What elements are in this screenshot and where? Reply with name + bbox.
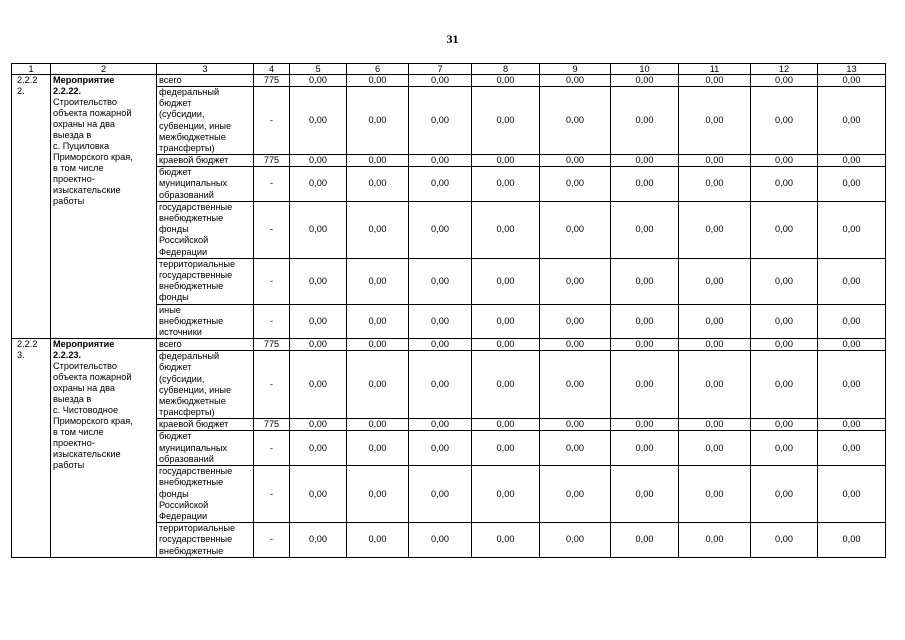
amount-cell: 0,00 <box>818 155 886 167</box>
amount-cell: 0,00 <box>679 75 751 87</box>
amount-cell: 0,00 <box>679 167 751 202</box>
amount-cell: 0,00 <box>409 87 472 155</box>
amount-cell: 0,00 <box>409 523 472 558</box>
budget-code: - <box>254 523 290 558</box>
column-header: 7 <box>409 64 472 75</box>
measure-number: 2.2.2 3. <box>12 339 51 557</box>
amount-cell: 0,00 <box>409 419 472 431</box>
amount-cell: 0,00 <box>679 155 751 167</box>
amount-cell: 0,00 <box>611 419 679 431</box>
amount-cell: 0,00 <box>751 339 818 351</box>
column-header: 4 <box>254 64 290 75</box>
amount-cell: 0,00 <box>472 523 540 558</box>
amount-cell: 0,00 <box>751 419 818 431</box>
amount-cell: 0,00 <box>611 75 679 87</box>
amount-cell: 0,00 <box>818 75 886 87</box>
amount-cell: 0,00 <box>472 258 540 304</box>
amount-cell: 0,00 <box>347 339 409 351</box>
amount-cell: 0,00 <box>611 87 679 155</box>
amount-cell: 0,00 <box>818 167 886 202</box>
amount-cell: 0,00 <box>611 155 679 167</box>
measure-title <box>51 339 157 557</box>
amount-cell: 0,00 <box>540 523 611 558</box>
amount-cell: 0,00 <box>818 258 886 304</box>
amount-cell: 0,00 <box>818 419 886 431</box>
amount-cell: 0,00 <box>290 201 347 258</box>
amount-cell: 0,00 <box>290 466 347 523</box>
amount-cell: 0,00 <box>290 431 347 466</box>
column-header: 11 <box>679 64 751 75</box>
amount-cell: 0,00 <box>818 304 886 339</box>
amount-cell: 0,00 <box>679 351 751 419</box>
amount-cell: 0,00 <box>409 201 472 258</box>
budget-code: - <box>254 87 290 155</box>
amount-cell: 0,00 <box>472 339 540 351</box>
amount-cell: 0,00 <box>290 155 347 167</box>
budget-code: - <box>254 431 290 466</box>
funding-source: государственные внебюджетные фонды Российской Федерации <box>157 201 254 258</box>
amount-cell: 0,00 <box>540 304 611 339</box>
amount-cell: 0,00 <box>818 339 886 351</box>
amount-cell: 0,00 <box>751 466 818 523</box>
amount-cell: 0,00 <box>409 466 472 523</box>
measure-title <box>51 75 157 339</box>
amount-cell: 0,00 <box>409 351 472 419</box>
amount-cell: 0,00 <box>540 466 611 523</box>
amount-cell: 0,00 <box>409 75 472 87</box>
amount-cell: 0,00 <box>611 201 679 258</box>
column-header: 13 <box>818 64 886 75</box>
amount-cell: 0,00 <box>347 155 409 167</box>
amount-cell: 0,00 <box>290 167 347 202</box>
funding-source: всего <box>157 75 254 87</box>
funding-source: федеральный бюджет (субсидии, субвенции, иные межбюджетные трансферты) <box>157 87 254 155</box>
amount-cell: 0,00 <box>818 466 886 523</box>
amount-cell: 0,00 <box>290 75 347 87</box>
funding-source: иные внебюджетные источники <box>157 304 254 339</box>
budget-code: - <box>254 351 290 419</box>
amount-cell: 0,00 <box>472 304 540 339</box>
amount-cell: 0,00 <box>540 339 611 351</box>
amount-cell: 0,00 <box>818 351 886 419</box>
budget-code: - <box>254 304 290 339</box>
budget-table <box>11 63 886 558</box>
amount-cell: 0,00 <box>818 87 886 155</box>
funding-source: бюджет муниципальных образований <box>157 431 254 466</box>
amount-cell: 0,00 <box>540 167 611 202</box>
amount-cell: 0,00 <box>290 258 347 304</box>
amount-cell: 0,00 <box>751 431 818 466</box>
amount-cell: 0,00 <box>290 339 347 351</box>
amount-cell: 0,00 <box>540 431 611 466</box>
amount-cell: 0,00 <box>751 167 818 202</box>
amount-cell: 0,00 <box>611 466 679 523</box>
amount-cell: 0,00 <box>347 523 409 558</box>
funding-source: территориальные государственные внебюджетные <box>157 523 254 558</box>
amount-cell: 0,00 <box>679 523 751 558</box>
amount-cell: 0,00 <box>290 87 347 155</box>
amount-cell: 0,00 <box>751 155 818 167</box>
amount-cell: 0,00 <box>409 339 472 351</box>
column-header: 12 <box>751 64 818 75</box>
amount-cell: 0,00 <box>611 339 679 351</box>
amount-cell: 0,00 <box>611 304 679 339</box>
column-header: 6 <box>347 64 409 75</box>
amount-cell: 0,00 <box>611 258 679 304</box>
column-header: 5 <box>290 64 347 75</box>
amount-cell: 0,00 <box>679 87 751 155</box>
amount-cell: 0,00 <box>540 258 611 304</box>
amount-cell: 0,00 <box>347 431 409 466</box>
header-row <box>12 64 886 75</box>
measure-description: Строительство объекта пожарной охраны на два выезда в с. Пуциловка Приморского края, в том числе проектно- изыскательские работы <box>53 97 133 206</box>
amount-cell: 0,00 <box>540 87 611 155</box>
column-header: 1 <box>12 64 51 75</box>
amount-cell: 0,00 <box>540 201 611 258</box>
column-header: 9 <box>540 64 611 75</box>
amount-cell: 0,00 <box>409 167 472 202</box>
amount-cell: 0,00 <box>409 155 472 167</box>
funding-source: бюджет муниципальных образований <box>157 167 254 202</box>
amount-cell: 0,00 <box>679 304 751 339</box>
amount-cell: 0,00 <box>290 523 347 558</box>
amount-cell: 0,00 <box>472 155 540 167</box>
amount-cell: 0,00 <box>679 419 751 431</box>
amount-cell: 0,00 <box>409 258 472 304</box>
amount-cell: 0,00 <box>290 351 347 419</box>
amount-cell: 0,00 <box>347 167 409 202</box>
amount-cell: 0,00 <box>540 419 611 431</box>
budget-code: - <box>254 466 290 523</box>
amount-cell: 0,00 <box>611 351 679 419</box>
amount-cell: 0,00 <box>751 201 818 258</box>
amount-cell: 0,00 <box>679 201 751 258</box>
budget-code: 775 <box>254 419 290 431</box>
funding-source: всего <box>157 339 254 351</box>
amount-cell: 0,00 <box>347 75 409 87</box>
column-header: 10 <box>611 64 679 75</box>
amount-cell: 0,00 <box>472 167 540 202</box>
amount-cell: 0,00 <box>347 419 409 431</box>
funding-source: краевой бюджет <box>157 155 254 167</box>
column-header: 2 <box>51 64 157 75</box>
measure-heading: Мероприятие 2.2.23. <box>53 339 115 361</box>
amount-cell: 0,00 <box>818 523 886 558</box>
amount-cell: 0,00 <box>540 351 611 419</box>
amount-cell: 0,00 <box>347 258 409 304</box>
amount-cell: 0,00 <box>751 351 818 419</box>
amount-cell: 0,00 <box>409 431 472 466</box>
amount-cell: 0,00 <box>472 351 540 419</box>
amount-cell: 0,00 <box>751 258 818 304</box>
amount-cell: 0,00 <box>611 523 679 558</box>
amount-cell: 0,00 <box>409 304 472 339</box>
measure-number: 2.2.2 2. <box>12 75 51 339</box>
amount-cell: 0,00 <box>751 75 818 87</box>
funding-source: территориальные государственные внебюджетные фонды <box>157 258 254 304</box>
amount-cell: 0,00 <box>540 155 611 167</box>
amount-cell: 0,00 <box>611 431 679 466</box>
amount-cell: 0,00 <box>751 304 818 339</box>
amount-cell: 0,00 <box>818 201 886 258</box>
measure-description: Строительство объекта пожарной охраны на два выезда в с. Чистоводное Приморского края, в том числе проектно- изыскательские работы <box>53 361 133 471</box>
column-header: 8 <box>472 64 540 75</box>
funding-source: краевой бюджет <box>157 419 254 431</box>
amount-cell: 0,00 <box>472 466 540 523</box>
amount-cell: 0,00 <box>611 167 679 202</box>
amount-cell: 0,00 <box>472 201 540 258</box>
amount-cell: 0,00 <box>540 75 611 87</box>
funding-source: федеральный бюджет (субсидии, субвенции, иные межбюджетные трансферты) <box>157 351 254 419</box>
table-row <box>12 75 886 87</box>
amount-cell: 0,00 <box>679 466 751 523</box>
budget-code: 775 <box>254 339 290 351</box>
amount-cell: 0,00 <box>290 419 347 431</box>
amount-cell: 0,00 <box>679 431 751 466</box>
table-row <box>12 339 886 351</box>
amount-cell: 0,00 <box>472 431 540 466</box>
page-number: 31 <box>446 32 459 46</box>
amount-cell: 0,00 <box>818 431 886 466</box>
amount-cell: 0,00 <box>751 523 818 558</box>
amount-cell: 0,00 <box>679 258 751 304</box>
amount-cell: 0,00 <box>347 304 409 339</box>
budget-code: - <box>254 258 290 304</box>
amount-cell: 0,00 <box>679 339 751 351</box>
budget-code: 775 <box>254 155 290 167</box>
budget-code: - <box>254 167 290 202</box>
amount-cell: 0,00 <box>347 87 409 155</box>
amount-cell: 0,00 <box>751 87 818 155</box>
budget-code: - <box>254 201 290 258</box>
amount-cell: 0,00 <box>347 466 409 523</box>
budget-code: 775 <box>254 75 290 87</box>
amount-cell: 0,00 <box>472 87 540 155</box>
amount-cell: 0,00 <box>290 304 347 339</box>
column-header: 3 <box>157 64 254 75</box>
measure-heading: Мероприятие 2.2.22. <box>53 75 115 96</box>
amount-cell: 0,00 <box>472 75 540 87</box>
amount-cell: 0,00 <box>347 351 409 419</box>
amount-cell: 0,00 <box>347 201 409 258</box>
funding-source: государственные внебюджетные фонды Российской Федерации <box>157 466 254 523</box>
amount-cell: 0,00 <box>472 419 540 431</box>
